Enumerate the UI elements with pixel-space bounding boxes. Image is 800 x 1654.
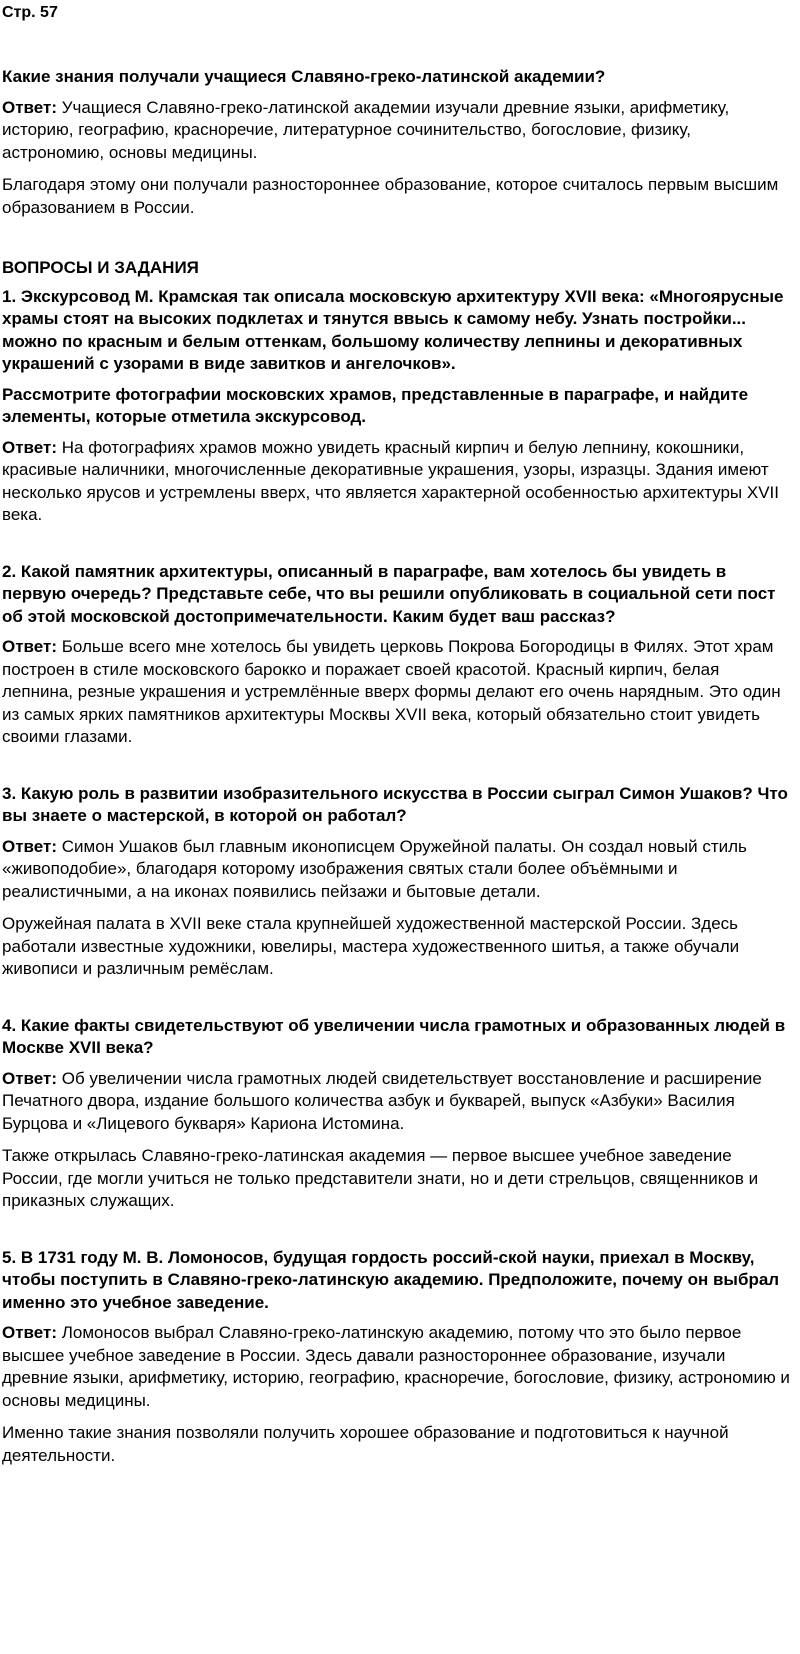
answer-label: Ответ: <box>2 97 57 117</box>
task-2-answer-text: Больше всего мне хотелось бы увидеть церковь Покрова Богородицы в Филях. Этот храм построен в стиле московского барокко и поражает своей красотой. Красный кирпич, белая лепнина, резные украшения и устремлённые вверх формы делают его очень нарядным. Это один из самых ярких памятников архитектуры Москвы XVII века, который обязательно стоит увидеть своими глазами. <box>2 637 781 746</box>
task-1-answer-text: На фотографиях храмов можно увидеть красный кирпич и белую лепнину, кокошники, красивые наличники, многочисленные декоративные украшения, узоры, изразцы. Здания имеют несколько ярусов и устремлены вверх, что является характерной особенностью архитектуры XVII века. <box>2 437 779 524</box>
page-number: Стр. 57 <box>2 4 58 21</box>
task-4-answer <box>2 1068 792 1136</box>
task-4-question: 4. Какие факты свидетельствуют об увеличении числа грамотных и образованных людей в Москве XVII века? <box>2 1015 786 1057</box>
task-3-question: 3. Какую роль в развитии изобразительного искусства в России сыграл Симон Ушаков? Что вы знаете о мастерской, в которой он работал? <box>2 783 788 825</box>
answer-label: Ответ: <box>2 836 57 856</box>
intro-answer <box>2 97 792 165</box>
task-5-answer-text: Ломоносов выбрал Славяно-греко-латинскую академию, потому что это было первое высшее учебное заведение в России. Здесь давали разностороннее образование, изучали древние языки, арифметику, историю, географию, красноречие, богословие, физику, астрономию и основы медицины. <box>2 1323 790 1410</box>
intro-question: Какие знания получали учащиеся Славяно-греко-латинской академии? <box>2 67 606 86</box>
task-5-answer <box>2 1322 792 1412</box>
intro-answer-text: Учащиеся Славяно-греко-латинской академии изучали древние языки, арифметику, историю, географию, красноречие, литературное сочинительство, богословие, физику, астрономию, основы медицины. <box>2 97 730 162</box>
task-2-answer <box>2 636 792 749</box>
task-3-answer-text: Симон Ушаков был главным иконописцем Оружейной палаты. Он создал новый стиль «живоподобие», благодаря которому изображения святых стали более объёмными и реалистичными, а на иконах появились пейзажи и бытовые детали. <box>2 836 747 901</box>
task-2 <box>2 561 792 749</box>
task-4-paragraph: Также открылась Славяно-греко-латинская академия — первое высшее учебное заведение России, где могли учиться не только представители знати, но и дети стрельцов, священников и приказных служащих. <box>2 1146 759 1210</box>
answer-label: Ответ: <box>2 637 57 656</box>
spacer <box>2 1223 792 1247</box>
task-3-paragraph: Оружейная палата в XVII веке стала крупнейшей художественной мастерской России. Здесь работали известные художники, ювелиры, мастера художественного шитья, а также обучали живописи и различным ремёслам. <box>2 914 740 978</box>
task-4-answer-text: Об увеличении числа грамотных людей свидетельствует восстановление и расширение Печатного двора, издание большого количества азбук и букварей, выпуск «Азбуки» Василия Бурцова и «Лицевого букваря» Кариона Истомина. <box>2 1068 762 1133</box>
task-2-question: 2. Какой памятник архитектуры, описанный в параграфе, вам хотелось бы увидеть в первую очередь? Представьте себе, что вы решили опубликовать в социальной сети пост об этой московской достопримечательности. Каким будет ваш рассказ? <box>2 561 776 626</box>
task-1-question-part2: Рассмотрите фотографии московских храмов, представленные в параграфе, и найдите элементы, которые отметила экскурсовод. <box>2 384 749 426</box>
answer-label: Ответ: <box>2 1323 57 1342</box>
answer-label: Ответ: <box>2 1068 57 1088</box>
intro-block <box>2 66 792 219</box>
intro-paragraph: Благодаря этому они получали разностороннее образование, которое считалось первым высшим образованием в России. <box>2 175 779 217</box>
task-1-answer <box>2 437 792 527</box>
task-3 <box>2 783 792 981</box>
answer-label: Ответ: <box>2 437 57 457</box>
task-5-paragraph: Именно такие знания позволяли получить хорошее образование и подготовиться к научной деятельности. <box>2 1423 729 1465</box>
task-5-question: 5. В 1731 году М. В. Ломоносов, будущая гордость россий-ской науки, приехал в Москву, чтобы поступить в Славяно-греко-латинскую академию. Предположите, почему он выбрал именно это учебное заведение. <box>2 1247 780 1312</box>
spacer <box>2 759 792 783</box>
task-3-answer <box>2 836 792 904</box>
spacer <box>2 537 792 561</box>
task-5 <box>2 1247 792 1468</box>
section-title: ВОПРОСЫ И ЗАДАНИЯ <box>2 258 199 277</box>
task-1 <box>2 286 792 527</box>
task-4 <box>2 1015 792 1213</box>
task-1-question: 1. Экскурсовод М. Крамская так описала московскую архитектуру XVII века: «Многоярусные храмы стоят на высоких подклетах и тянутся ввысь к самому небу. Узнать постройки... можно по красным и белым оттенкам, большому количеству лепнины и декоративных украшений с узорами в виде завитков и ангелочков». <box>2 286 784 373</box>
spacer <box>2 991 792 1015</box>
